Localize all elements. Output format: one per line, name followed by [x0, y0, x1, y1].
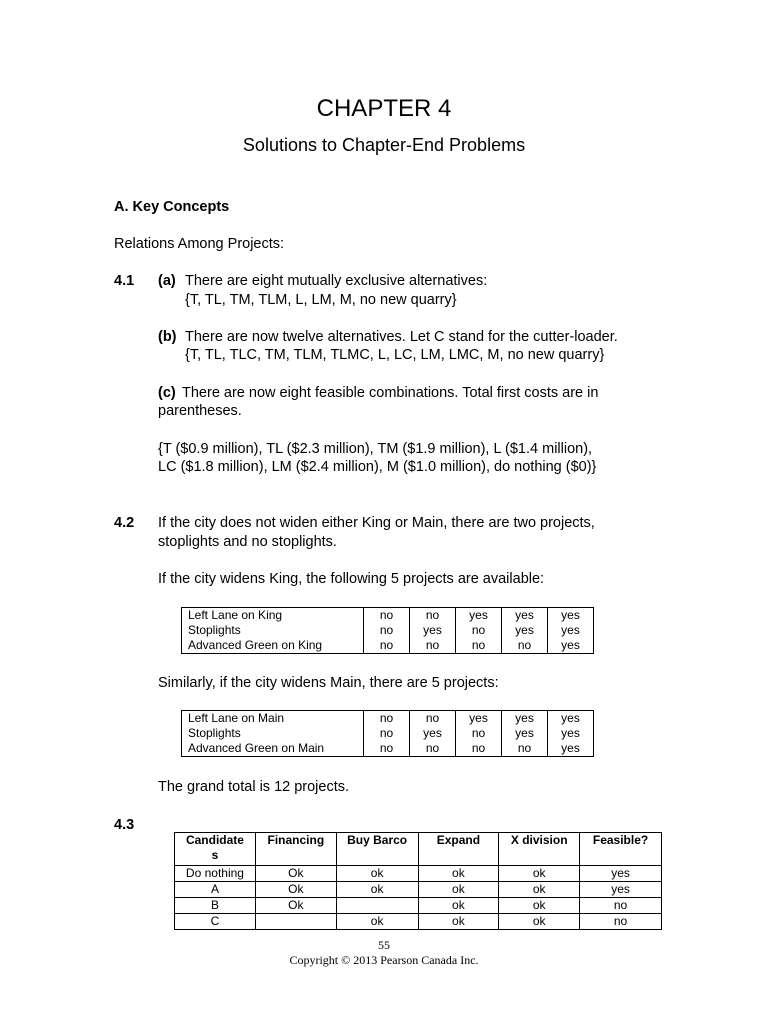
- cell: no: [364, 623, 410, 638]
- part-b-list: {T, TL, TLC, TM, TLM, TLMC, L, LC, LM, LMC, M, no new quarry}: [185, 347, 605, 363]
- cell: yes: [580, 866, 662, 882]
- column-header: Feasible?: [580, 833, 662, 866]
- cell: Ok: [255, 882, 336, 898]
- cell: no: [502, 638, 548, 654]
- cell: A: [175, 882, 256, 898]
- table-row: [175, 866, 662, 882]
- cell: yes: [502, 623, 548, 638]
- cell: no: [456, 741, 502, 757]
- relations-heading: Relations Among Projects:: [114, 236, 285, 252]
- cell: no: [364, 711, 410, 727]
- king-intro: If the city widens King, the following 5 projects are available:: [158, 571, 545, 587]
- cell: no: [364, 608, 410, 624]
- chapter-subtitle: Solutions to Chapter-End Problems: [242, 135, 526, 155]
- cell: ok: [418, 866, 499, 882]
- cell: ok: [418, 914, 499, 930]
- part-a-list: {T, TL, TM, TLM, L, LM, M, no new quarry}: [185, 292, 457, 308]
- cell: no: [410, 741, 456, 757]
- table-row: [182, 711, 594, 727]
- table-row: [175, 914, 662, 930]
- cell: no: [410, 608, 456, 624]
- row-label: Advanced Green on Main: [182, 741, 364, 757]
- column-header: X division: [499, 833, 580, 866]
- part-a-label: (a): [158, 273, 176, 289]
- main-options-table: [181, 710, 594, 757]
- cell: no: [580, 914, 662, 930]
- row-label: Left Lane on King: [182, 608, 364, 624]
- cell: yes: [410, 726, 456, 741]
- cell: C: [175, 914, 256, 930]
- table-row: [182, 726, 594, 741]
- cell: yes: [548, 608, 594, 624]
- cell: no: [410, 711, 456, 727]
- candidates-table: [174, 832, 662, 930]
- part-c-label: (c): [158, 385, 176, 401]
- p42-text-line1: If the city does not widen either King or Main, there are two projects,: [158, 515, 595, 531]
- problem-number-4-3: 4.3: [114, 817, 135, 833]
- problem-number-4-2: 4.2: [114, 515, 135, 531]
- row-label: Stoplights: [182, 726, 364, 741]
- table-header-row: [175, 833, 662, 866]
- cell: Ok: [255, 866, 336, 882]
- cell: ok: [499, 866, 580, 882]
- row-label: Advanced Green on King: [182, 638, 364, 654]
- cell: [255, 914, 336, 930]
- table-row: [175, 882, 662, 898]
- part-c-text: There are now eight feasible combinations. Total first costs are in: [182, 385, 599, 401]
- cell: no: [364, 726, 410, 741]
- cell: yes: [456, 711, 502, 727]
- cell: yes: [548, 726, 594, 741]
- page-number: 55: [378, 938, 390, 952]
- part-b-label: (b): [158, 329, 177, 345]
- cell: yes: [548, 711, 594, 727]
- section-heading: A. Key Concepts: [114, 199, 230, 215]
- table-row: [175, 898, 662, 914]
- cell: ok: [418, 898, 499, 914]
- row-label: Left Lane on Main: [182, 711, 364, 727]
- column-header: Buy Barco: [336, 833, 418, 866]
- cell: yes: [456, 608, 502, 624]
- problem-number-4-1: 4.1: [114, 273, 135, 289]
- part-b-text: There are now twelve alternatives. Let C stand for the cutter-loader.: [185, 329, 618, 345]
- part-c-list-line1: {T ($0.9 million), TL ($2.3 million), TM ($1.9 million), L ($1.4 million),: [158, 441, 593, 457]
- cell: no: [502, 741, 548, 757]
- cell: yes: [502, 711, 548, 727]
- cell: no: [456, 623, 502, 638]
- cell: yes: [410, 623, 456, 638]
- cell: yes: [502, 608, 548, 624]
- cell: ok: [336, 882, 418, 898]
- cell: ok: [499, 914, 580, 930]
- main-intro: Similarly, if the city widens Main, there are 5 projects:: [158, 675, 499, 691]
- column-header: Expand: [418, 833, 499, 866]
- cell: yes: [548, 741, 594, 757]
- cell: ok: [499, 898, 580, 914]
- row-label: Stoplights: [182, 623, 364, 638]
- cell: no: [580, 898, 662, 914]
- king-options-table: [181, 607, 594, 654]
- cell: ok: [336, 914, 418, 930]
- part-c-text-cont: parentheses.: [158, 403, 242, 419]
- cell: yes: [502, 726, 548, 741]
- cell: yes: [548, 638, 594, 654]
- part-c-list-line2: LC ($1.8 million), LM ($2.4 million), M ($1.0 million), do nothing ($0)}: [158, 459, 597, 475]
- cell: no: [456, 638, 502, 654]
- table-row: [182, 638, 594, 654]
- copyright-notice: Copyright © 2013 Pearson Canada Inc.: [289, 953, 479, 967]
- table-row: [182, 741, 594, 757]
- cell: Ok: [255, 898, 336, 914]
- grand-total: The grand total is 12 projects.: [158, 779, 350, 795]
- cell: yes: [548, 623, 594, 638]
- cell: no: [410, 638, 456, 654]
- p42-text-line2: stoplights and no stoplights.: [158, 534, 337, 550]
- cell: yes: [580, 882, 662, 898]
- cell: no: [364, 638, 410, 654]
- cell: ok: [499, 882, 580, 898]
- cell: [336, 898, 418, 914]
- table-row: [182, 608, 594, 624]
- column-header: Candidate s: [175, 833, 256, 866]
- table-row: [182, 623, 594, 638]
- chapter-title: CHAPTER 4: [316, 95, 452, 122]
- part-a-text: There are eight mutually exclusive alternatives:: [185, 273, 488, 289]
- cell: ok: [418, 882, 499, 898]
- cell: no: [456, 726, 502, 741]
- column-header: Financing: [255, 833, 336, 866]
- cell: Do nothing: [175, 866, 256, 882]
- cell: no: [364, 741, 410, 757]
- cell: B: [175, 898, 256, 914]
- cell: ok: [336, 866, 418, 882]
